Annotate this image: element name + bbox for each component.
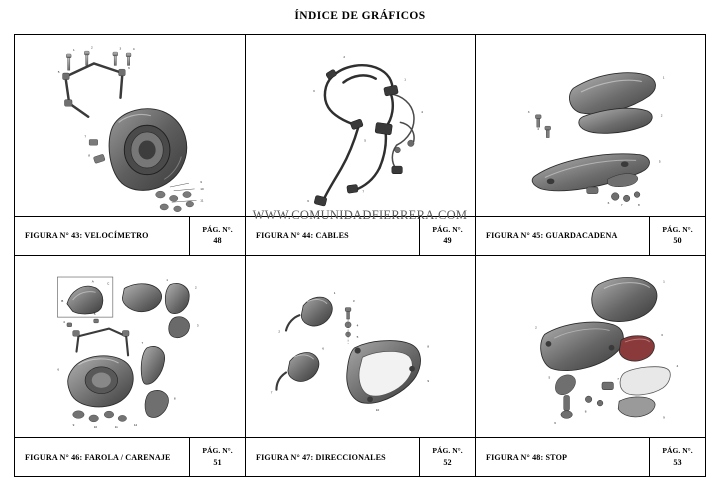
page-number-47: 52 <box>443 457 452 467</box>
svg-text:3: 3 <box>661 332 663 337</box>
svg-text:9: 9 <box>72 422 75 427</box>
svg-text:12: 12 <box>133 422 138 427</box>
svg-text:C: C <box>107 281 110 286</box>
svg-text:8: 8 <box>638 203 640 208</box>
svg-text:7: 7 <box>620 203 623 208</box>
svg-text:7: 7 <box>84 134 87 139</box>
svg-text:4: 4 <box>421 109 423 114</box>
figure-image-speedometer <box>15 35 245 216</box>
svg-text:8: 8 <box>427 344 430 349</box>
svg-text:2: 2 <box>535 325 537 330</box>
svg-text:7: 7 <box>141 340 144 345</box>
figure-caption-text-48: FIGURA N° 48: STOP <box>486 452 568 462</box>
svg-text:11: 11 <box>114 424 118 429</box>
figure-caption-48 <box>476 437 705 476</box>
svg-text:8: 8 <box>88 153 90 158</box>
figure-page-44 <box>419 217 475 255</box>
figure-cell-48[interactable] <box>475 256 705 477</box>
svg-text:5: 5 <box>57 70 60 74</box>
figure-caption-45 <box>476 216 705 255</box>
page-label-45: PÁG. N°. <box>662 224 693 234</box>
figure-caption-text-46: FIGURA N° 46: FAROLA / CARENAJE <box>25 452 171 462</box>
svg-text:4: 4 <box>356 323 359 328</box>
figure-caption-text-45: FIGURA N° 45: GUARDACADENA <box>486 231 618 240</box>
figure-page-47 <box>419 438 475 476</box>
svg-text:5: 5 <box>364 138 366 143</box>
svg-text:4: 4 <box>63 319 65 324</box>
svg-text:3: 3 <box>119 46 122 51</box>
svg-text:2: 2 <box>660 113 663 118</box>
figure-caption-46 <box>15 437 245 476</box>
svg-text:4: 4 <box>132 47 135 52</box>
svg-text:9: 9 <box>200 180 202 185</box>
svg-text:3: 3 <box>352 298 355 303</box>
svg-text:7: 7 <box>270 390 273 395</box>
figure-image-headlight <box>15 256 245 438</box>
figure-cell-46[interactable] <box>15 256 245 477</box>
svg-text:4: 4 <box>676 363 679 368</box>
figure-index-grid <box>14 34 706 477</box>
page-number-46: 51 <box>213 457 222 467</box>
svg-text:A: A <box>91 279 94 284</box>
figure-page-45 <box>649 217 705 255</box>
page-number-48: 53 <box>673 457 682 467</box>
svg-text:3: 3 <box>527 109 530 114</box>
figure-image-cables <box>246 35 475 216</box>
svg-text:8: 8 <box>584 409 587 414</box>
svg-text:2: 2 <box>194 284 197 289</box>
figure-image-chainguard <box>476 35 705 216</box>
svg-text:1: 1 <box>404 77 406 82</box>
figure-row-top <box>15 35 705 256</box>
figure-caption-47 <box>246 437 475 476</box>
figure-cell-43[interactable] <box>15 35 245 255</box>
svg-text:9: 9 <box>427 378 430 383</box>
svg-text:B: B <box>61 298 64 303</box>
page-number-45: 50 <box>673 236 682 246</box>
svg-text:1: 1 <box>166 277 169 282</box>
svg-text:5: 5 <box>93 311 96 316</box>
svg-text:11: 11 <box>200 198 204 203</box>
figure-page-46 <box>189 438 245 476</box>
svg-text:3: 3 <box>196 323 199 328</box>
figure-caption-44 <box>246 216 475 255</box>
svg-text:6: 6 <box>57 367 60 372</box>
figure-image-taillight <box>476 256 705 438</box>
svg-text:1: 1 <box>663 279 665 284</box>
watermark: WWW.COMUNIDADFIERRERA.COM <box>252 208 468 222</box>
page-label-44: PÁG. N°. <box>432 224 463 234</box>
page-label-43: PÁG. N°. <box>202 224 233 234</box>
figure-cell-47[interactable] <box>245 256 475 477</box>
page-label-47: PÁG. N°. <box>432 446 463 456</box>
svg-text:5: 5 <box>356 334 359 339</box>
figure-caption-43 <box>15 216 245 255</box>
figure-page-48 <box>649 438 705 476</box>
svg-text:6: 6 <box>128 66 130 71</box>
svg-text:5: 5 <box>658 159 661 164</box>
svg-text:8: 8 <box>173 395 176 400</box>
svg-text:4: 4 <box>537 127 539 131</box>
svg-text:6: 6 <box>322 346 324 351</box>
svg-text:3: 3 <box>313 89 315 93</box>
svg-text:5: 5 <box>548 374 551 379</box>
svg-text:6: 6 <box>554 420 556 425</box>
svg-text:2: 2 <box>91 45 93 50</box>
figure-page-43 <box>189 217 245 255</box>
figure-cell-45[interactable] <box>475 35 705 255</box>
svg-text:2: 2 <box>343 54 346 59</box>
page-number-43: 48 <box>213 236 222 246</box>
svg-text:7: 7 <box>362 189 365 194</box>
svg-text:1: 1 <box>662 75 665 80</box>
svg-text:7: 7 <box>617 376 619 381</box>
figure-caption-text-47: FIGURA N° 47: DIRECCIONALES <box>256 452 386 462</box>
page-title: ÍNDICE DE GRÁFICOS <box>294 10 426 22</box>
svg-text:9: 9 <box>663 414 665 419</box>
figure-caption-text-44: FIGURA N° 44: CABLES <box>256 231 349 240</box>
svg-text:2: 2 <box>278 328 281 333</box>
figure-cell-44[interactable] <box>245 35 475 255</box>
page-label-46: PÁG. N°. <box>202 446 233 456</box>
svg-text:6: 6 <box>307 199 309 204</box>
figure-caption-text-43: FIGURA N° 43: VELOCÍMETRO <box>25 231 149 240</box>
svg-text:10: 10 <box>93 424 98 429</box>
svg-text:1: 1 <box>333 290 336 295</box>
svg-text:10: 10 <box>200 186 204 191</box>
svg-text:1: 1 <box>73 48 75 53</box>
figure-image-turnsignals <box>246 256 475 438</box>
figure-row-bottom <box>15 256 705 477</box>
page-label-48: PÁG. N°. <box>662 446 693 456</box>
svg-text:10: 10 <box>375 407 380 412</box>
page-number-44: 49 <box>443 236 452 246</box>
svg-text:6: 6 <box>607 201 610 206</box>
